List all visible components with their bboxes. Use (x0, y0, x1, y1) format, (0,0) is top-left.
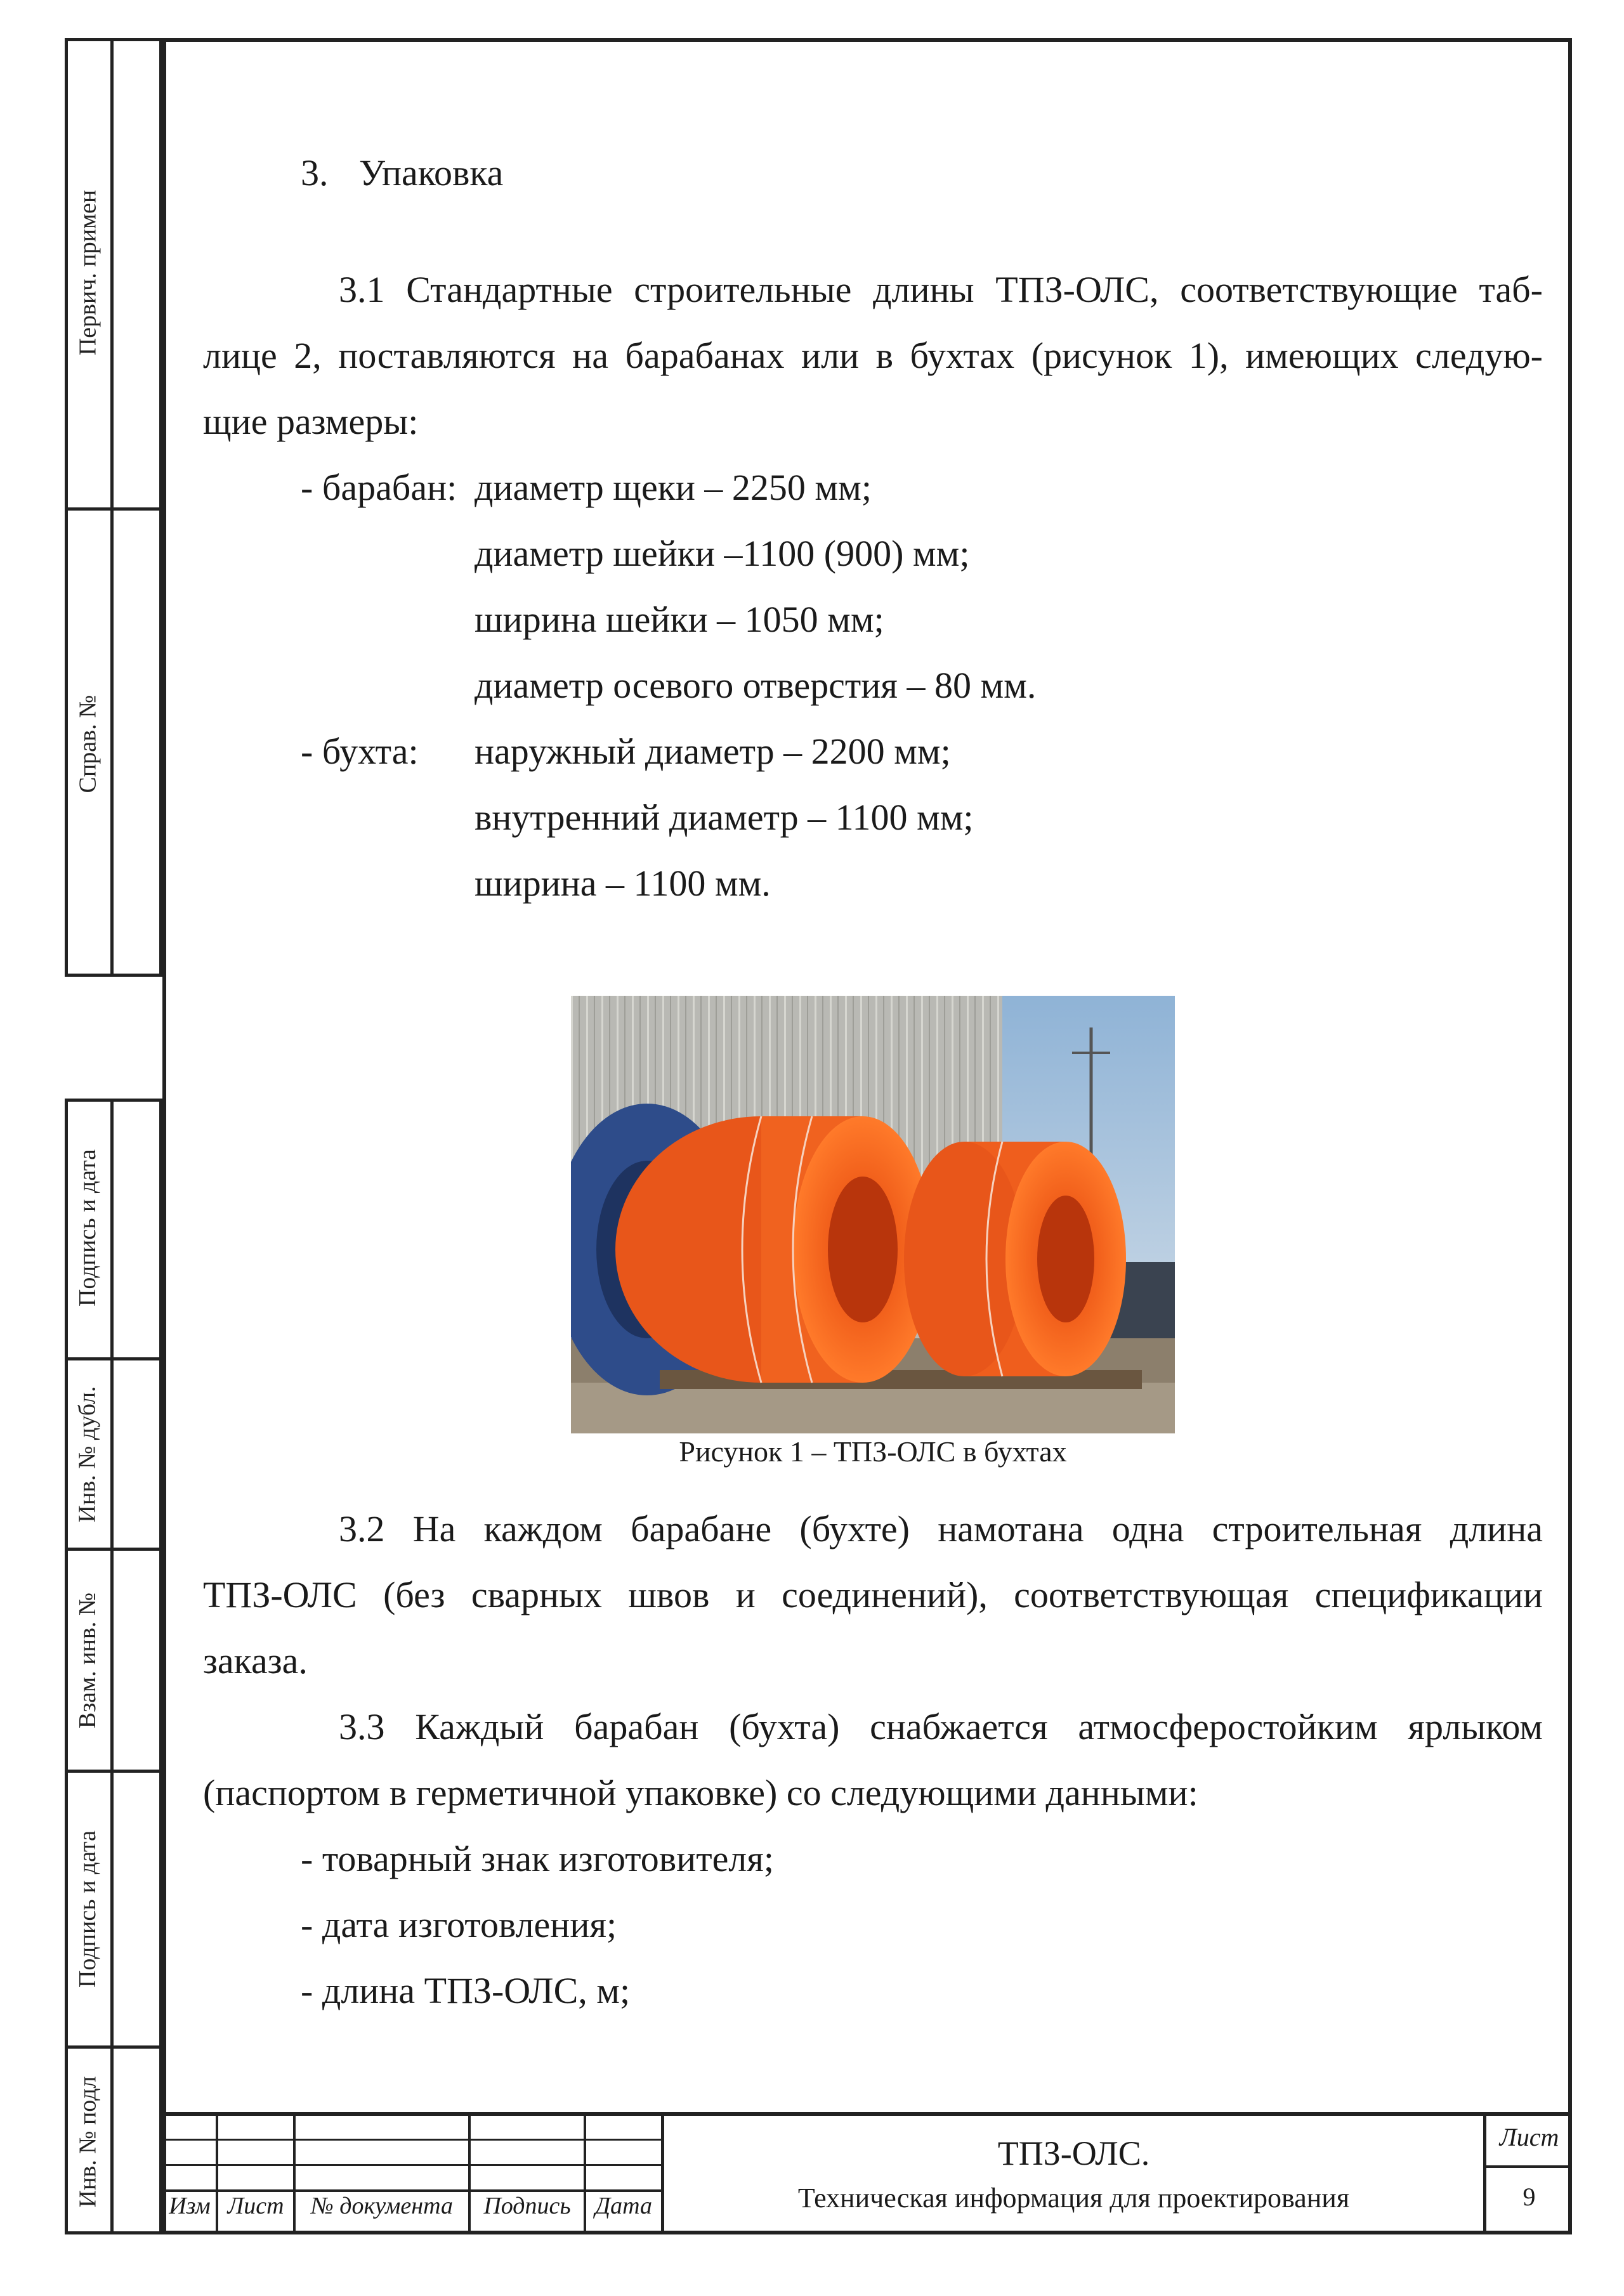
title-block-header-date: Дата (594, 2193, 653, 2219)
margin-label-orig-inv-no: Инв. № подл (74, 2075, 102, 2208)
para-3-1-line-3: щие размеры: (203, 401, 419, 442)
margin-label-first-use: Первич. примен (74, 190, 101, 356)
title-block-header-sheet: Лист (227, 2193, 284, 2219)
coil-label: - бухта: (301, 731, 419, 772)
list-item: - товарный знак изготовителя; (301, 1838, 775, 1879)
para-3-2-line-2: ТПЗ-ОЛС (без сварных швов и соединений), соответствующая спецификации (203, 1574, 1543, 1615)
coil-item: внутренний диаметр – 1100 мм; (475, 797, 974, 838)
margin-label-replace-inv-no: Взам. инв. № (74, 1592, 102, 1728)
margin-label-signature-date: Подпись и дата (74, 1149, 102, 1307)
coil-item: наружный диаметр – 2200 мм; (475, 731, 951, 772)
list-item: - дата изготовления; (301, 1904, 617, 1945)
para-3-2-line-1: 3.2 На каждом барабане (бухте) намотана одна строительная длина (339, 1508, 1543, 1549)
coil-item: ширина – 1100 мм. (475, 863, 771, 904)
para-3-1-line-1: 3.1 Стандартные строительные длины ТПЗ-ОЛС, соответствующие таб- (339, 269, 1543, 310)
drum-item: диаметр щеки – 2250 мм; (475, 467, 872, 508)
figure-photo (571, 996, 1175, 1433)
document-subtitle: Техническая информация для проектирования (797, 2182, 1350, 2214)
pipe-coils-illustration (571, 996, 1175, 1433)
document-title: ТПЗ-ОЛС. (997, 2134, 1150, 2172)
margin-strip-bottom-inner (110, 1099, 162, 2234)
drum-item: ширина шейки – 1050 мм; (475, 599, 884, 640)
margin-label-ref-no: Справ. № (74, 695, 101, 793)
drum-label: - барабан: (301, 467, 457, 508)
section-title: Упаковка (359, 152, 504, 193)
para-3-1-line-2: лице 2, поставляются на барабанах или в бухтах (рисунок 1), имеющих следую- (203, 335, 1543, 376)
title-block-header-doc-no: № документа (310, 2193, 454, 2219)
title-block-header-signature: Подпись (483, 2193, 571, 2219)
para-3-3-line-1: 3.3 Каждый барабан (бухта) снабжается атмосферостойким ярлыком (339, 1706, 1543, 1747)
sheet-number: 9 (1522, 2182, 1536, 2211)
section-number: 3. (301, 152, 329, 193)
para-3-2-line-3: заказа. (203, 1640, 308, 1681)
figure-caption: Рисунок 1 – ТПЗ-ОЛС в бухтах (679, 1435, 1067, 1468)
title-block-header-rev: Изм (169, 2193, 211, 2219)
drum-item: диаметр шейки –1100 (900) мм; (475, 533, 970, 574)
list-item: - длина ТПЗ-ОЛС, м; (301, 1970, 631, 2011)
sheet-label: Лист (1499, 2123, 1559, 2151)
margin-label-signature-date-2: Подпись и дата (74, 1830, 102, 1988)
margin-label-dup-inv-no: Инв. № дубл. (74, 1385, 102, 1523)
drum-item: диаметр осевого отверстия – 80 мм. (475, 665, 1037, 706)
para-3-3-line-2: (паспортом в герметичной упаковке) со следующими данными: (203, 1772, 1198, 1813)
